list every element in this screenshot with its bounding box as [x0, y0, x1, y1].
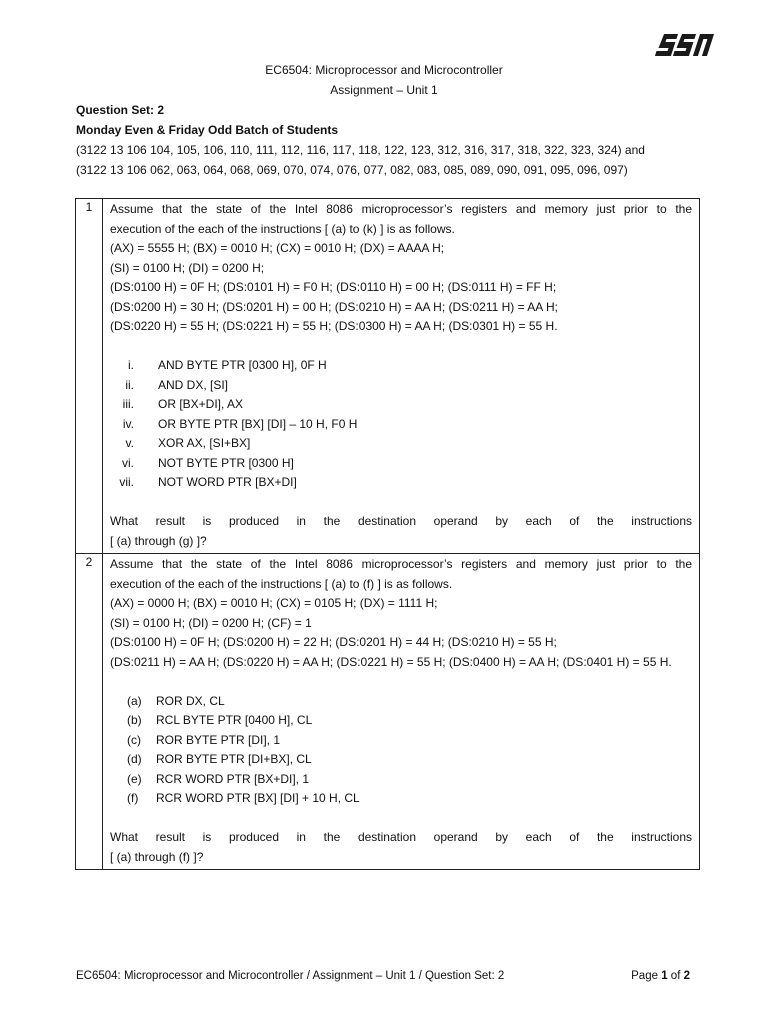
instruction-text: RCL BYTE PTR [0400 H], CL [156, 713, 313, 727]
question-ask-line: What result is produced in the destination operand by each of the instructions [110, 514, 692, 528]
page-number: 1 [661, 970, 668, 982]
roll-numbers-line-2: (3122 13 106 062, 063, 064, 068, 069, 070, 074, 076, 077, 082, 083, 085, 089, 090, 091, 095, 096, 097) [76, 163, 628, 177]
footer-title: EC6504: Microprocessor and Microcontroller / Assignment – Unit 1 / Question Set: 2 [76, 970, 505, 982]
document-subtitle: Assignment – Unit 1 [330, 83, 438, 97]
instruction-number: vi. [122, 455, 134, 470]
page-word: Page [631, 970, 658, 982]
memory-state-line: (DS:0200 H) = 30 H; (DS:0201 H) = 00 H; (DS:0210 H) = AA H; (DS:0211 H) = AA H; [110, 299, 558, 314]
question-intro-line: Assume that the state of the Intel 8086 microprocessor’s registers and memory just prior to the [110, 557, 692, 571]
memory-state-line: (DS:0100 H) = 0F H; (DS:0200 H) = 22 H; (DS:0201 H) = 44 H; (DS:0210 H) = 55 H; [110, 635, 557, 649]
document-title: EC6504: Microprocessor and Microcontroller [265, 63, 503, 77]
instruction-number: (f) [127, 791, 139, 805]
instruction-list [110, 356, 692, 493]
instruction-number: iv. [122, 416, 134, 431]
instruction-item [110, 731, 692, 751]
instruction-item [110, 750, 692, 770]
instruction-text: OR [BX+DI], AX [158, 397, 244, 411]
register-state-line: (AX) = 0000 H; (BX) = 0010 H; (CX) = 0105 H; (DX) = 1111 H; [110, 596, 438, 610]
of-word: of [670, 970, 681, 982]
instruction-text: ROR DX, CL [156, 693, 225, 708]
question-ask-line: What result is produced in the destination operand by each of the instructions [110, 830, 692, 844]
ssn-logo-icon [652, 28, 714, 62]
questions-table [75, 198, 700, 870]
instruction-item [110, 376, 692, 396]
question-set-label: Question Set: 2 [76, 103, 165, 117]
instruction-number: (d) [127, 752, 142, 766]
instruction-number: vii. [119, 475, 134, 489]
instruction-number: (a) [127, 693, 142, 708]
instruction-item [110, 454, 692, 474]
register-state-line: (AX) = 5555 H; (BX) = 0010 H; (CX) = 0010 H; (DX) = AAAA H; [110, 241, 445, 255]
question-number: 1 [76, 199, 103, 554]
instruction-item [110, 415, 692, 435]
question-body [103, 554, 700, 870]
instruction-number: v. [125, 436, 134, 450]
page-indicator [631, 970, 690, 982]
instruction-item [110, 770, 692, 790]
instruction-number: (b) [127, 713, 142, 727]
instruction-text: AND BYTE PTR [0300 H], 0F H [158, 358, 327, 372]
instruction-item [110, 711, 692, 731]
question-body [103, 199, 700, 554]
batch-label: Monday Even & Friday Odd Batch of Students [76, 123, 339, 137]
memory-state-line: (DS:0100 H) = 0F H; (DS:0101 H) = F0 H; (DS:0110 H) = 00 H; (DS:0111 H) = FF H; [110, 280, 557, 294]
page-total: 2 [683, 970, 690, 982]
instruction-number: ii. [125, 377, 134, 392]
roll-numbers-line-1: (3122 13 106 104, 105, 106, 110, 111, 112, 116, 117, 118, 122, 123, 312, 316, 317, 318, 322, 323, 324) and [76, 143, 645, 157]
question-intro-line: execution of the each of the instructions [ (a) to (k) ] is as follows. [110, 221, 455, 236]
instruction-item [110, 473, 692, 493]
question-set-info [76, 100, 706, 180]
register-state-line: (SI) = 0100 H; (DI) = 0200 H; [110, 260, 265, 275]
instruction-text: ROR BYTE PTR [DI+BX], CL [156, 752, 312, 766]
question-intro-line: Assume that the state of the Intel 8086 microprocessor’s registers and memory just prior to the [110, 202, 692, 216]
instruction-text: RCR WORD PTR [BX] [DI] + 10 H, CL [156, 791, 360, 805]
question-ask-line: [ (a) through (f) ]? [110, 849, 204, 864]
page-footer [76, 970, 690, 982]
question-row [76, 199, 700, 554]
register-state-line: (SI) = 0100 H; (DI) = 0200 H; (CF) = 1 [110, 615, 312, 630]
memory-state-line: (DS:0220 H) = 55 H; (DS:0221 H) = 55 H; (DS:0300 H) = AA H; (DS:0301 H) = 55 H. [110, 319, 558, 333]
instruction-text: ROR BYTE PTR [DI], 1 [156, 732, 281, 747]
question-ask-line: [ (a) through (g) ]? [110, 533, 207, 548]
instruction-text: XOR AX, [SI+BX] [158, 436, 251, 450]
instruction-item [110, 356, 692, 376]
instruction-number: i. [128, 358, 134, 372]
question-intro-line: execution of the each of the instructions [ (a) to (f) ] is as follows. [110, 576, 453, 591]
instruction-item [110, 692, 692, 712]
instruction-text: NOT WORD PTR [BX+DI] [158, 475, 297, 489]
memory-state-line: (DS:0211 H) = AA H; (DS:0220 H) = AA H; (DS:0221 H) = 55 H; (DS:0400 H) = AA H; (DS:0401 H) = 55 H. [110, 654, 672, 669]
instruction-text: RCR WORD PTR [BX+DI], 1 [156, 771, 310, 786]
instruction-number: (e) [127, 771, 142, 786]
instruction-number: (c) [127, 732, 141, 747]
instruction-text: OR BYTE PTR [BX] [DI] – 10 H, F0 H [158, 416, 358, 431]
instruction-item [110, 434, 692, 454]
question-number: 2 [76, 554, 103, 870]
instruction-item [110, 789, 692, 809]
instruction-number: iii. [122, 397, 134, 411]
instruction-list [110, 692, 692, 809]
question-row [76, 554, 700, 870]
document-header [0, 60, 768, 100]
instruction-text: NOT BYTE PTR [0300 H] [158, 455, 294, 470]
instruction-text: AND DX, [SI] [158, 377, 229, 392]
instruction-item [110, 395, 692, 415]
